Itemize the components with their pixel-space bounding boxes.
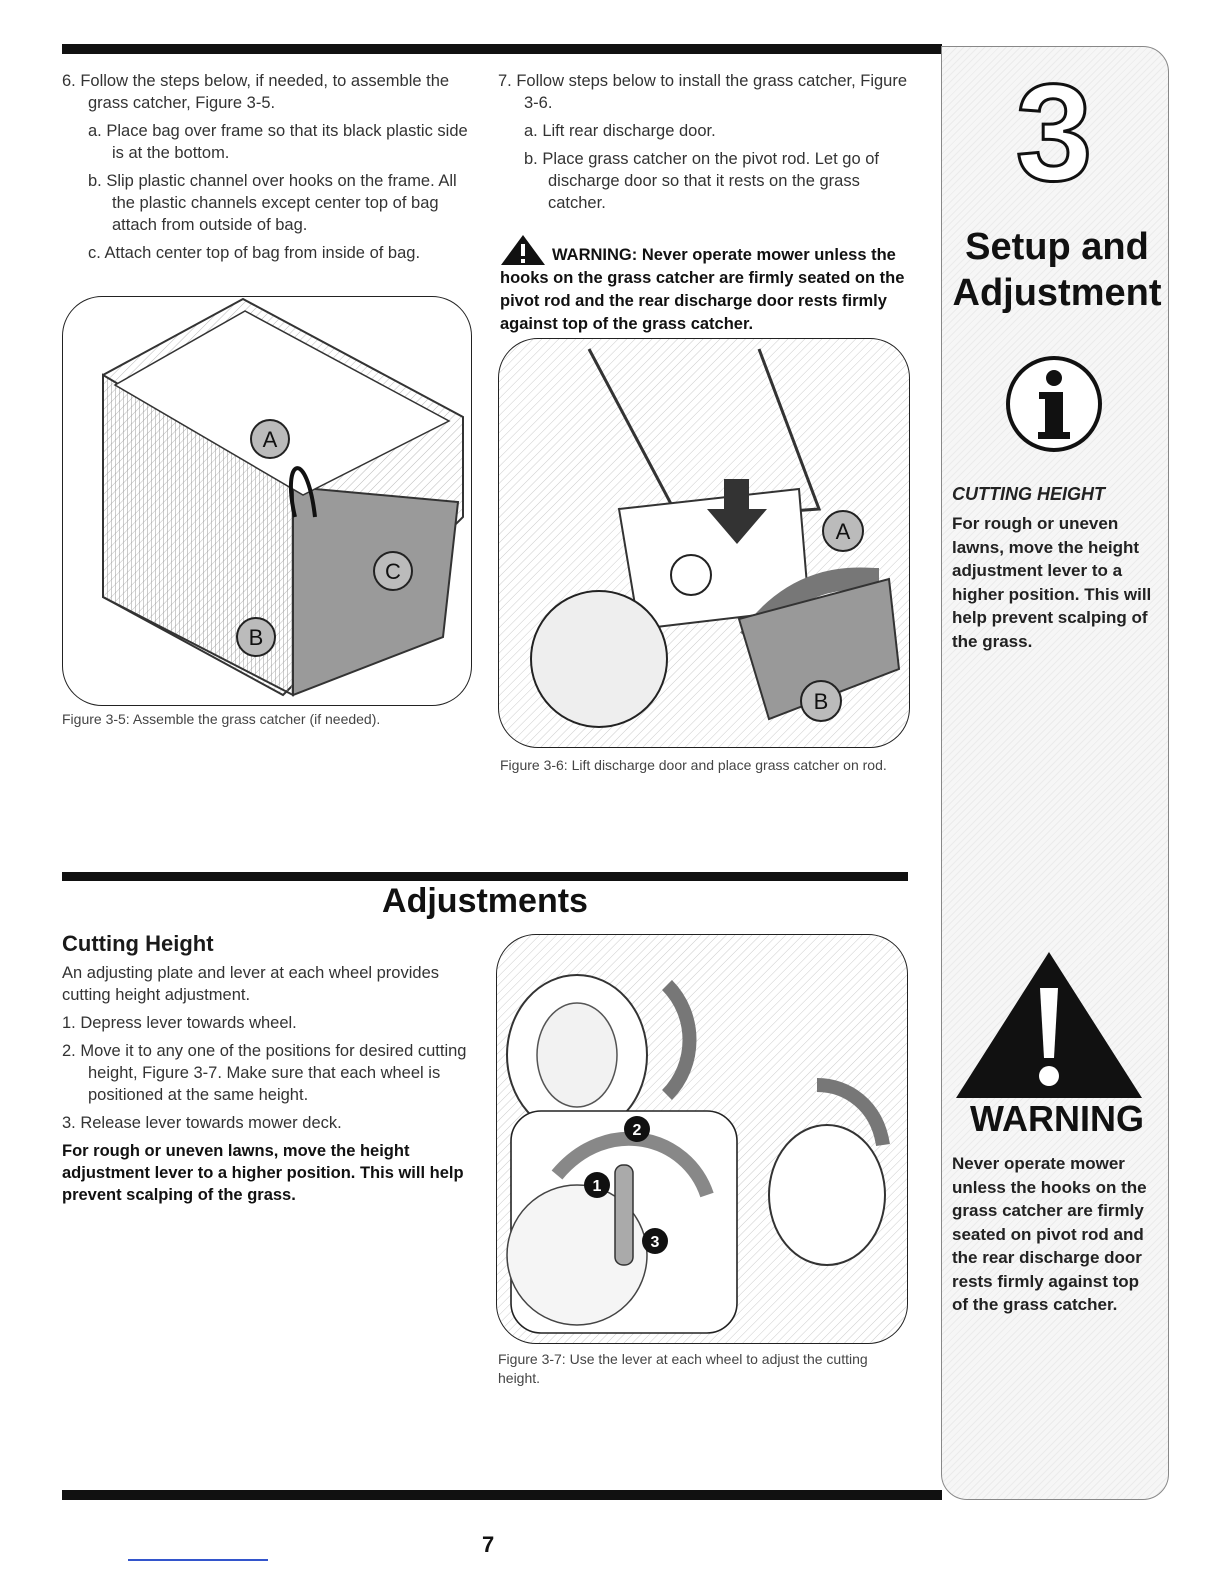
cutting-height-note: For rough or uneven lawns, move the height adjustment lever to a higher position. This will help prevent scalping of the grass. — [62, 1142, 464, 1204]
figure-3-5 — [62, 296, 472, 706]
figure35-label-c — [374, 552, 412, 590]
figure37-label-1 — [584, 1172, 610, 1198]
figure35-label-b — [237, 618, 275, 656]
figure36-label-b — [801, 681, 841, 721]
cutting-height-step-1: 1. Depress lever towards wheel. — [62, 1014, 297, 1032]
svg-text:C: C — [385, 559, 401, 584]
svg-text:A: A — [835, 519, 851, 544]
step7-block — [498, 70, 914, 214]
figure37-label-3 — [642, 1228, 668, 1254]
chapter-title: Setup and Adjustment — [952, 226, 1162, 314]
cutting-height-step-3: 3. Release lever towards mower deck. — [62, 1114, 342, 1132]
step6-text: 6. Follow the steps below, if needed, to assemble the grass catcher, Figure 3-5. — [62, 72, 450, 112]
bottom-rule — [62, 1490, 942, 1500]
step7-text: 7. Follow steps below to install the grass catcher, Figure 3-6. — [498, 72, 908, 112]
svg-text:B: B — [248, 625, 264, 650]
adjustments-title: Adjustments — [382, 882, 588, 920]
grass-catcher-install-illustration — [499, 339, 909, 747]
figure-3-7-caption: Figure 3-7: Use the lever at each wheel to adjust the cutting height. — [498, 1351, 868, 1386]
info-icon — [1004, 354, 1104, 454]
grass-catcher-bag-illustration — [63, 297, 471, 705]
cutting-height-block — [62, 962, 478, 1206]
cutting-height-intro: An adjusting plate and lever at each wheel provides cutting height adjustment. — [62, 964, 439, 1004]
chapter-number-icon — [1010, 60, 1098, 200]
figure-3-5-caption: Figure 3-5: Assemble the grass catcher (if needed). — [62, 711, 381, 727]
page-number: 7 — [482, 1532, 495, 1557]
cutting-height-step-2: 2. Move it to any one of the positions for desired cutting height, Figure 3-7. Make sure that each wheel is positioned at the same height. — [62, 1042, 467, 1104]
cutting-height-heading: Cutting Height — [62, 931, 214, 956]
mid-rule — [62, 872, 908, 881]
svg-text:3: 3 — [650, 1234, 660, 1251]
info-heading: CUTTING HEIGHT — [952, 484, 1105, 504]
warning-triangle-icon — [500, 234, 546, 266]
figure36-label-a — [823, 511, 863, 551]
bottom-link-underline — [128, 1559, 268, 1561]
warning-word: WARNING — [970, 1098, 1144, 1139]
top-rule — [62, 44, 942, 54]
svg-text:2: 2 — [632, 1122, 642, 1139]
warning-triangle-icon — [954, 950, 1144, 1100]
figure-3-7 — [496, 934, 908, 1344]
svg-text:A: A — [262, 427, 278, 452]
step6-block — [62, 70, 482, 264]
svg-text:1: 1 — [592, 1178, 602, 1195]
svg-text:3: 3 — [1015, 60, 1093, 200]
step7-substep-a: a. Lift rear discharge door. — [524, 122, 716, 140]
info-text: For rough or uneven lawns, move the height adjustment lever to a higher position. This will help prevent scalping of the grass. — [952, 514, 1152, 651]
step6-substep-b: b. Slip plastic channel over hooks on the frame. All the plastic channels except center top of bag attach from outside of bag. — [88, 172, 457, 234]
svg-text:B: B — [813, 689, 829, 714]
inline-warning-text: WARNING: Never operate mower unless the hooks on the grass catcher are firmly seated on the pivot rod and the rear discharge door rests firmly against top of the grass catcher. — [500, 246, 905, 333]
figure-3-6-caption: Figure 3-6: Lift discharge door and place grass catcher on rod. — [500, 757, 887, 773]
step6-substep-c: c. Attach center top of bag from inside of bag. — [88, 244, 421, 262]
figure37-label-2 — [624, 1116, 650, 1142]
inline-warning — [500, 234, 912, 336]
cutting-height-lever-illustration — [497, 935, 907, 1343]
step6-substep-a: a. Place bag over frame so that its black plastic side is at the bottom. — [88, 122, 468, 162]
step7-substep-b: b. Place grass catcher on the pivot rod. Let go of discharge door so that it rests on the grass catcher. — [524, 150, 879, 212]
warning-text: Never operate mower unless the hooks on the grass catcher are firmly seated on pivot rod and the rear discharge door rests firmly against top of the grass catcher. — [952, 1154, 1147, 1314]
figure-3-6 — [498, 338, 910, 748]
figure35-label-a — [251, 420, 289, 458]
